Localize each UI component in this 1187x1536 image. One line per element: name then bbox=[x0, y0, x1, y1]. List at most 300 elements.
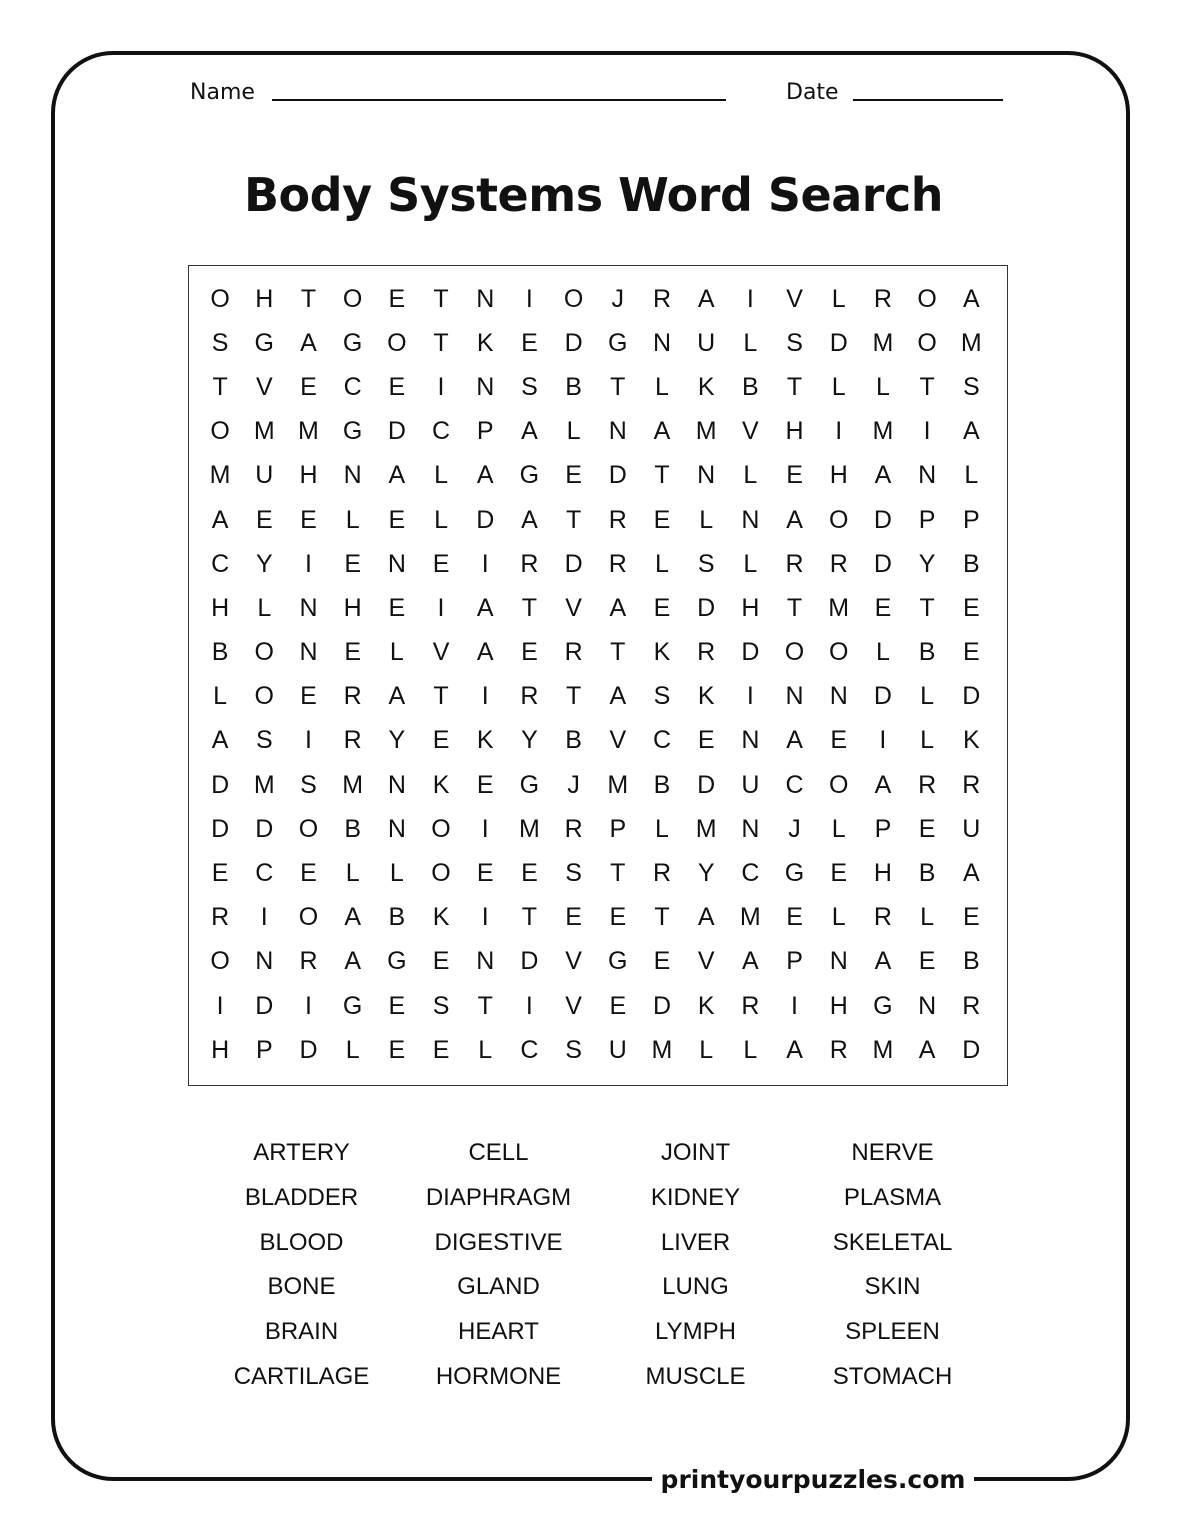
grid-letter: L bbox=[434, 505, 448, 534]
grid-letter: N bbox=[918, 461, 937, 490]
grid-letter: I bbox=[481, 903, 489, 932]
grid-letter: L bbox=[655, 372, 669, 401]
grid-letter: R bbox=[829, 1035, 848, 1064]
grid-letter: S bbox=[432, 991, 450, 1020]
grid-letter: A bbox=[388, 461, 406, 490]
grid-letter: U bbox=[962, 814, 981, 843]
grid-letter: G bbox=[342, 417, 363, 446]
grid-letter: E bbox=[653, 947, 671, 976]
grid-letter: P bbox=[609, 814, 627, 843]
grid-letter: D bbox=[697, 770, 716, 799]
grid-letter: N bbox=[343, 461, 362, 490]
grid-letter: P bbox=[962, 505, 980, 534]
grid-letter: O bbox=[563, 284, 584, 313]
grid-letter: O bbox=[828, 505, 849, 534]
grid-letter: I bbox=[525, 284, 533, 313]
grid-letter: P bbox=[786, 947, 803, 976]
grid-letter: O bbox=[431, 859, 451, 888]
grid-letter: Y bbox=[255, 549, 273, 578]
grid-letter: A bbox=[874, 770, 892, 799]
grid-letter: Y bbox=[918, 549, 936, 578]
grid-letter: R bbox=[873, 284, 892, 313]
grid-letter: M bbox=[695, 814, 717, 843]
grid-letter: A bbox=[786, 505, 803, 534]
word-list-item: DIGESTIVE bbox=[434, 1228, 563, 1256]
grid-letter: H bbox=[211, 1035, 230, 1064]
grid-letter: C bbox=[255, 859, 274, 888]
grid-letter: T bbox=[521, 903, 538, 932]
grid-letter: E bbox=[255, 505, 273, 534]
grid-letter: B bbox=[962, 549, 980, 578]
grid-letter: E bbox=[300, 372, 317, 401]
puzzle-title: Body Systems Word Search bbox=[243, 168, 943, 222]
grid-letter: D bbox=[873, 549, 892, 578]
grid-letter: J bbox=[567, 770, 580, 799]
grid-letter: M bbox=[209, 461, 231, 490]
grid-letter: H bbox=[255, 284, 274, 313]
grid-letter: R bbox=[741, 991, 760, 1020]
grid-letter: I bbox=[304, 549, 312, 578]
grid-letter: R bbox=[873, 903, 892, 932]
grid-letter: L bbox=[920, 726, 935, 755]
grid-letter: R bbox=[343, 726, 362, 755]
grid-letter: H bbox=[873, 859, 892, 888]
grid-letter: L bbox=[434, 461, 448, 490]
grid-letter: I bbox=[791, 991, 798, 1020]
grid-letter: N bbox=[387, 770, 406, 799]
grid-letter: R bbox=[608, 505, 627, 534]
grid-letter: A bbox=[476, 638, 494, 667]
grid-letter: C bbox=[741, 859, 760, 888]
grid-letter: D bbox=[873, 505, 892, 534]
grid-letter: I bbox=[481, 682, 489, 711]
grid-letter: C bbox=[652, 726, 671, 755]
grid-letter: A bbox=[786, 726, 803, 755]
grid-letter: S bbox=[653, 682, 671, 711]
grid-letter: E bbox=[300, 859, 317, 888]
grid-letter: S bbox=[255, 726, 273, 755]
grid-letter: V bbox=[432, 638, 450, 667]
grid-letter: I bbox=[304, 991, 312, 1020]
footer-website: printyourpuzzles.com bbox=[660, 1465, 966, 1494]
word-list-item: ARTERY bbox=[253, 1139, 350, 1166]
grid-letter: E bbox=[432, 549, 450, 578]
grid-letter: D bbox=[520, 947, 539, 976]
grid-letter: L bbox=[920, 682, 935, 711]
grid-letter: E bbox=[521, 638, 538, 667]
grid-letter: A bbox=[962, 284, 980, 313]
grid-letter: B bbox=[565, 726, 582, 755]
grid-letter: E bbox=[476, 770, 494, 799]
grid-letter: E bbox=[432, 726, 450, 755]
grid-letter: L bbox=[831, 903, 846, 932]
word-list-item: SKELETAL bbox=[832, 1228, 953, 1256]
grid-letter: A bbox=[962, 859, 980, 888]
grid-letter: P bbox=[874, 814, 892, 843]
grid-letter: E bbox=[344, 638, 361, 667]
grid-letter: E bbox=[344, 549, 361, 578]
grid-letter: M bbox=[695, 417, 717, 446]
date-field-line bbox=[853, 99, 1003, 101]
grid-letter: B bbox=[918, 638, 936, 667]
grid-letter: Y bbox=[388, 726, 406, 755]
grid-letter: A bbox=[742, 947, 759, 976]
grid-letter: D bbox=[476, 505, 495, 534]
grid-letter: M bbox=[518, 814, 540, 843]
grid-letter: O bbox=[298, 814, 319, 843]
grid-letter: A bbox=[211, 726, 229, 755]
grid-letter: A bbox=[653, 417, 671, 446]
grid-letter: G bbox=[519, 461, 540, 490]
grid-letter: M bbox=[253, 770, 275, 799]
grid-letter: N bbox=[608, 417, 627, 446]
grid-letter: M bbox=[342, 770, 364, 799]
grid-letter: E bbox=[609, 991, 627, 1020]
grid-letter: E bbox=[565, 461, 582, 490]
grid-letter: H bbox=[299, 461, 318, 490]
grid-letter: E bbox=[300, 505, 317, 534]
word-list-item: CELL bbox=[468, 1139, 529, 1166]
grid-letter: T bbox=[565, 682, 582, 711]
grid-letter: A bbox=[476, 593, 494, 622]
grid-letter: D bbox=[255, 814, 274, 843]
grid-letter: C bbox=[343, 372, 362, 401]
grid-letter: P bbox=[476, 417, 494, 446]
grid-letter: R bbox=[564, 638, 583, 667]
grid-letter: T bbox=[654, 461, 670, 490]
grid-letter: A bbox=[918, 1035, 936, 1064]
grid-letter: C bbox=[211, 549, 230, 578]
grid-letter: A bbox=[962, 417, 980, 446]
grid-letter: I bbox=[746, 682, 754, 711]
grid-letter: N bbox=[829, 682, 848, 711]
grid-letter: L bbox=[213, 682, 228, 711]
grid-letter: M bbox=[298, 417, 319, 446]
grid-letter: E bbox=[521, 328, 538, 357]
grid-letter: T bbox=[433, 284, 449, 313]
name-field-line bbox=[272, 99, 726, 101]
grid-letter: N bbox=[255, 947, 274, 976]
grid-letter: R bbox=[652, 284, 671, 313]
grid-letter: L bbox=[743, 549, 758, 578]
grid-letter: E bbox=[962, 638, 980, 667]
grid-letter: L bbox=[655, 549, 669, 578]
grid-letter: V bbox=[255, 372, 273, 401]
grid-letter: H bbox=[829, 461, 848, 490]
grid-letter: G bbox=[608, 947, 628, 976]
grid-letter: N bbox=[299, 593, 318, 622]
grid-letter: K bbox=[653, 638, 671, 667]
grid-letter: S bbox=[521, 372, 538, 401]
grid-letter: A bbox=[874, 947, 892, 976]
grid-letter: R bbox=[697, 638, 716, 667]
grid-letter: V bbox=[786, 284, 803, 313]
word-list-item: CARTILAGE bbox=[233, 1362, 370, 1390]
grid-letter: E bbox=[300, 682, 317, 711]
grid-letter: E bbox=[874, 593, 892, 622]
letter-grid bbox=[198, 277, 993, 1072]
grid-letter: A bbox=[874, 461, 892, 490]
grid-letter: E bbox=[962, 593, 980, 622]
grid-letter: L bbox=[920, 903, 935, 932]
grid-letter: K bbox=[476, 328, 494, 357]
grid-letter: M bbox=[651, 1035, 673, 1064]
word-list-item: PLASMA bbox=[843, 1183, 942, 1211]
grid-letter: A bbox=[786, 1035, 803, 1064]
grid-letter: I bbox=[835, 417, 843, 446]
grid-letter: L bbox=[345, 505, 360, 534]
grid-letter: G bbox=[342, 328, 363, 357]
grid-letter: L bbox=[875, 372, 890, 401]
grid-letter: T bbox=[610, 859, 626, 888]
grid-letter: I bbox=[746, 284, 754, 313]
grid-letter: V bbox=[565, 593, 582, 622]
grid-letter: R bbox=[785, 549, 804, 578]
grid-letter: T bbox=[610, 372, 626, 401]
grid-letter: R bbox=[520, 549, 539, 578]
word-list-item: KIDNEY bbox=[650, 1183, 741, 1211]
grid-letter: E bbox=[388, 284, 406, 313]
grid-letter: M bbox=[253, 417, 275, 446]
grid-letter: I bbox=[525, 991, 533, 1020]
grid-letter: R bbox=[652, 859, 671, 888]
grid-letter: U bbox=[697, 328, 716, 357]
grid-letter: V bbox=[742, 417, 759, 446]
grid-letter: E bbox=[918, 947, 936, 976]
grid-letter: H bbox=[211, 593, 230, 622]
grid-letter: K bbox=[697, 682, 715, 711]
grid-letter: S bbox=[786, 328, 803, 357]
grid-letter: I bbox=[923, 417, 931, 446]
grid-letter: A bbox=[476, 461, 494, 490]
grid-letter: A bbox=[609, 682, 627, 711]
grid-letter: N bbox=[741, 814, 760, 843]
grid-letter: E bbox=[388, 991, 406, 1020]
grid-letter: K bbox=[476, 726, 494, 755]
grid-letter: B bbox=[653, 770, 671, 799]
grid-letter: A bbox=[344, 947, 361, 976]
grid-letter: E bbox=[786, 903, 803, 932]
grid-letter: N bbox=[652, 328, 671, 357]
grid-letter: S bbox=[300, 770, 317, 799]
grid-letter: G bbox=[387, 947, 407, 976]
grid-letter: G bbox=[519, 770, 540, 799]
grid-letter: P bbox=[918, 505, 936, 534]
grid-letter: L bbox=[875, 638, 890, 667]
grid-letter: H bbox=[741, 593, 760, 622]
grid-letter: L bbox=[389, 638, 404, 667]
word-list-item: GLAND bbox=[457, 1273, 540, 1301]
grid-letter: L bbox=[743, 1035, 758, 1064]
grid-letter: D bbox=[697, 593, 716, 622]
grid-letter: B bbox=[211, 638, 229, 667]
grid-letter: C bbox=[785, 770, 804, 799]
grid-letter: C bbox=[432, 417, 451, 446]
grid-letter: T bbox=[521, 593, 538, 622]
grid-letter: A bbox=[697, 284, 715, 313]
grid-letter: G bbox=[784, 859, 805, 888]
grid-letter: I bbox=[879, 726, 887, 755]
grid-letter: O bbox=[917, 328, 937, 357]
grid-letter: E bbox=[786, 461, 803, 490]
grid-letter: T bbox=[919, 372, 935, 401]
grid-letter: O bbox=[254, 638, 274, 667]
grid-letter: V bbox=[565, 947, 582, 976]
grid-letter: E bbox=[653, 505, 671, 534]
grid-letter: E bbox=[388, 372, 406, 401]
grid-letter: A bbox=[609, 593, 627, 622]
word-list-item: SPLEEN bbox=[845, 1318, 940, 1346]
grid-letter: N bbox=[918, 991, 937, 1020]
grid-letter: A bbox=[211, 505, 229, 534]
grid-letter: O bbox=[298, 903, 319, 932]
grid-letter: D bbox=[873, 682, 892, 711]
grid-letter: Y bbox=[521, 726, 538, 755]
grid-letter: T bbox=[433, 682, 449, 711]
grid-letter: N bbox=[741, 505, 760, 534]
grid-letter: K bbox=[432, 770, 450, 799]
grid-letter: P bbox=[255, 1035, 273, 1064]
grid-letter: T bbox=[477, 991, 493, 1020]
grid-letter: D bbox=[962, 1035, 981, 1064]
grid-letter: D bbox=[299, 1035, 318, 1064]
grid-letter: L bbox=[257, 593, 272, 622]
grid-letter: I bbox=[304, 726, 312, 755]
grid-letter: T bbox=[786, 593, 803, 622]
name-label: Name bbox=[190, 80, 255, 105]
grid-letter: A bbox=[521, 505, 538, 534]
grid-letter: E bbox=[830, 726, 848, 755]
grid-letter: I bbox=[481, 549, 489, 578]
grid-letter: U bbox=[255, 461, 274, 490]
grid-letter: O bbox=[784, 638, 805, 667]
grid-letter: K bbox=[697, 991, 715, 1020]
grid-letter: B bbox=[344, 814, 361, 843]
grid-letter: M bbox=[828, 593, 850, 622]
grid-letter: I bbox=[437, 372, 445, 401]
grid-letter: I bbox=[437, 593, 445, 622]
grid-letter: Y bbox=[697, 859, 715, 888]
grid-letter: D bbox=[564, 328, 583, 357]
grid-letter: H bbox=[829, 991, 848, 1020]
grid-letter: D bbox=[652, 991, 671, 1020]
grid-letter: E bbox=[918, 814, 936, 843]
word-list-item: HORMONE bbox=[435, 1362, 562, 1390]
grid-letter: B bbox=[742, 372, 759, 401]
grid-letter: T bbox=[433, 328, 449, 357]
grid-letter: N bbox=[697, 461, 716, 490]
grid-letter: H bbox=[343, 593, 362, 622]
word-list-item: STOMACH bbox=[832, 1362, 953, 1390]
grid-letter: E bbox=[476, 859, 494, 888]
grid-letter: V bbox=[565, 991, 582, 1020]
grid-letter: O bbox=[342, 284, 363, 313]
grid-letter: T bbox=[212, 372, 228, 401]
grid-letter: J bbox=[788, 814, 801, 843]
grid-letter: H bbox=[785, 417, 804, 446]
grid-letter: I bbox=[216, 991, 224, 1020]
grid-letter: E bbox=[962, 903, 980, 932]
grid-letter: V bbox=[609, 726, 627, 755]
grid-letter: E bbox=[521, 859, 538, 888]
grid-letter: N bbox=[829, 947, 848, 976]
word-list-item: LIVER bbox=[660, 1228, 731, 1256]
grid-letter: E bbox=[830, 859, 848, 888]
grid-letter: O bbox=[210, 417, 230, 446]
grid-letter: L bbox=[743, 461, 758, 490]
grid-letter: K bbox=[962, 726, 980, 755]
grid-letter: R bbox=[564, 814, 583, 843]
grid-letter: A bbox=[344, 903, 361, 932]
grid-letter: D bbox=[608, 461, 627, 490]
grid-letter: J bbox=[611, 284, 625, 313]
grid-letter: R bbox=[299, 947, 318, 976]
grid-letter: N bbox=[476, 284, 495, 313]
word-list-item: BLADDER bbox=[244, 1183, 359, 1211]
grid-letter: L bbox=[743, 328, 758, 357]
grid-letter: A bbox=[388, 682, 406, 711]
word-list-item: BRAIN bbox=[264, 1318, 339, 1346]
grid-letter: I bbox=[481, 814, 489, 843]
grid-letter: E bbox=[697, 726, 715, 755]
grid-letter: L bbox=[566, 417, 581, 446]
grid-letter: L bbox=[831, 372, 846, 401]
grid-letter: O bbox=[254, 682, 274, 711]
word-list-item: DIAPHRAGM bbox=[425, 1183, 572, 1211]
grid-letter: T bbox=[786, 372, 803, 401]
grid-letter: S bbox=[962, 372, 980, 401]
grid-letter: G bbox=[254, 328, 274, 357]
grid-letter: L bbox=[478, 1035, 493, 1064]
grid-letter: R bbox=[962, 991, 981, 1020]
grid-letter: D bbox=[741, 638, 760, 667]
grid-letter: S bbox=[211, 328, 229, 357]
grid-letter: A bbox=[697, 903, 715, 932]
grid-letter: D bbox=[962, 682, 981, 711]
grid-letter: R bbox=[829, 549, 848, 578]
grid-letter: E bbox=[432, 947, 450, 976]
grid-letter: N bbox=[785, 682, 804, 711]
grid-letter: K bbox=[697, 372, 715, 401]
grid-letter: U bbox=[741, 770, 760, 799]
grid-letter: N bbox=[387, 814, 406, 843]
grid-letter: T bbox=[565, 505, 582, 534]
grid-letter: E bbox=[432, 1035, 450, 1064]
word-list-item: NERVE bbox=[851, 1139, 934, 1166]
grid-letter: N bbox=[741, 726, 760, 755]
word-list-item: JOINT bbox=[660, 1139, 731, 1166]
grid-letter: O bbox=[431, 814, 451, 843]
grid-letter: D bbox=[211, 814, 230, 843]
grid-letter: N bbox=[299, 638, 318, 667]
grid-letter: N bbox=[476, 947, 495, 976]
grid-letter: L bbox=[699, 1035, 714, 1064]
grid-letter: M bbox=[960, 328, 982, 357]
grid-letter: B bbox=[565, 372, 582, 401]
grid-letter: T bbox=[300, 284, 317, 313]
word-list-item: BONE bbox=[267, 1273, 336, 1301]
grid-letter: M bbox=[872, 1035, 894, 1064]
grid-letter: M bbox=[872, 417, 894, 446]
grid-letter: L bbox=[345, 859, 360, 888]
grid-letter: R bbox=[343, 682, 362, 711]
grid-letter: C bbox=[520, 1035, 539, 1064]
grid-letter: M bbox=[872, 328, 894, 357]
word-list bbox=[203, 1133, 991, 1402]
grid-letter: L bbox=[831, 284, 846, 313]
grid-letter: D bbox=[829, 328, 848, 357]
grid-letter: D bbox=[255, 991, 274, 1020]
